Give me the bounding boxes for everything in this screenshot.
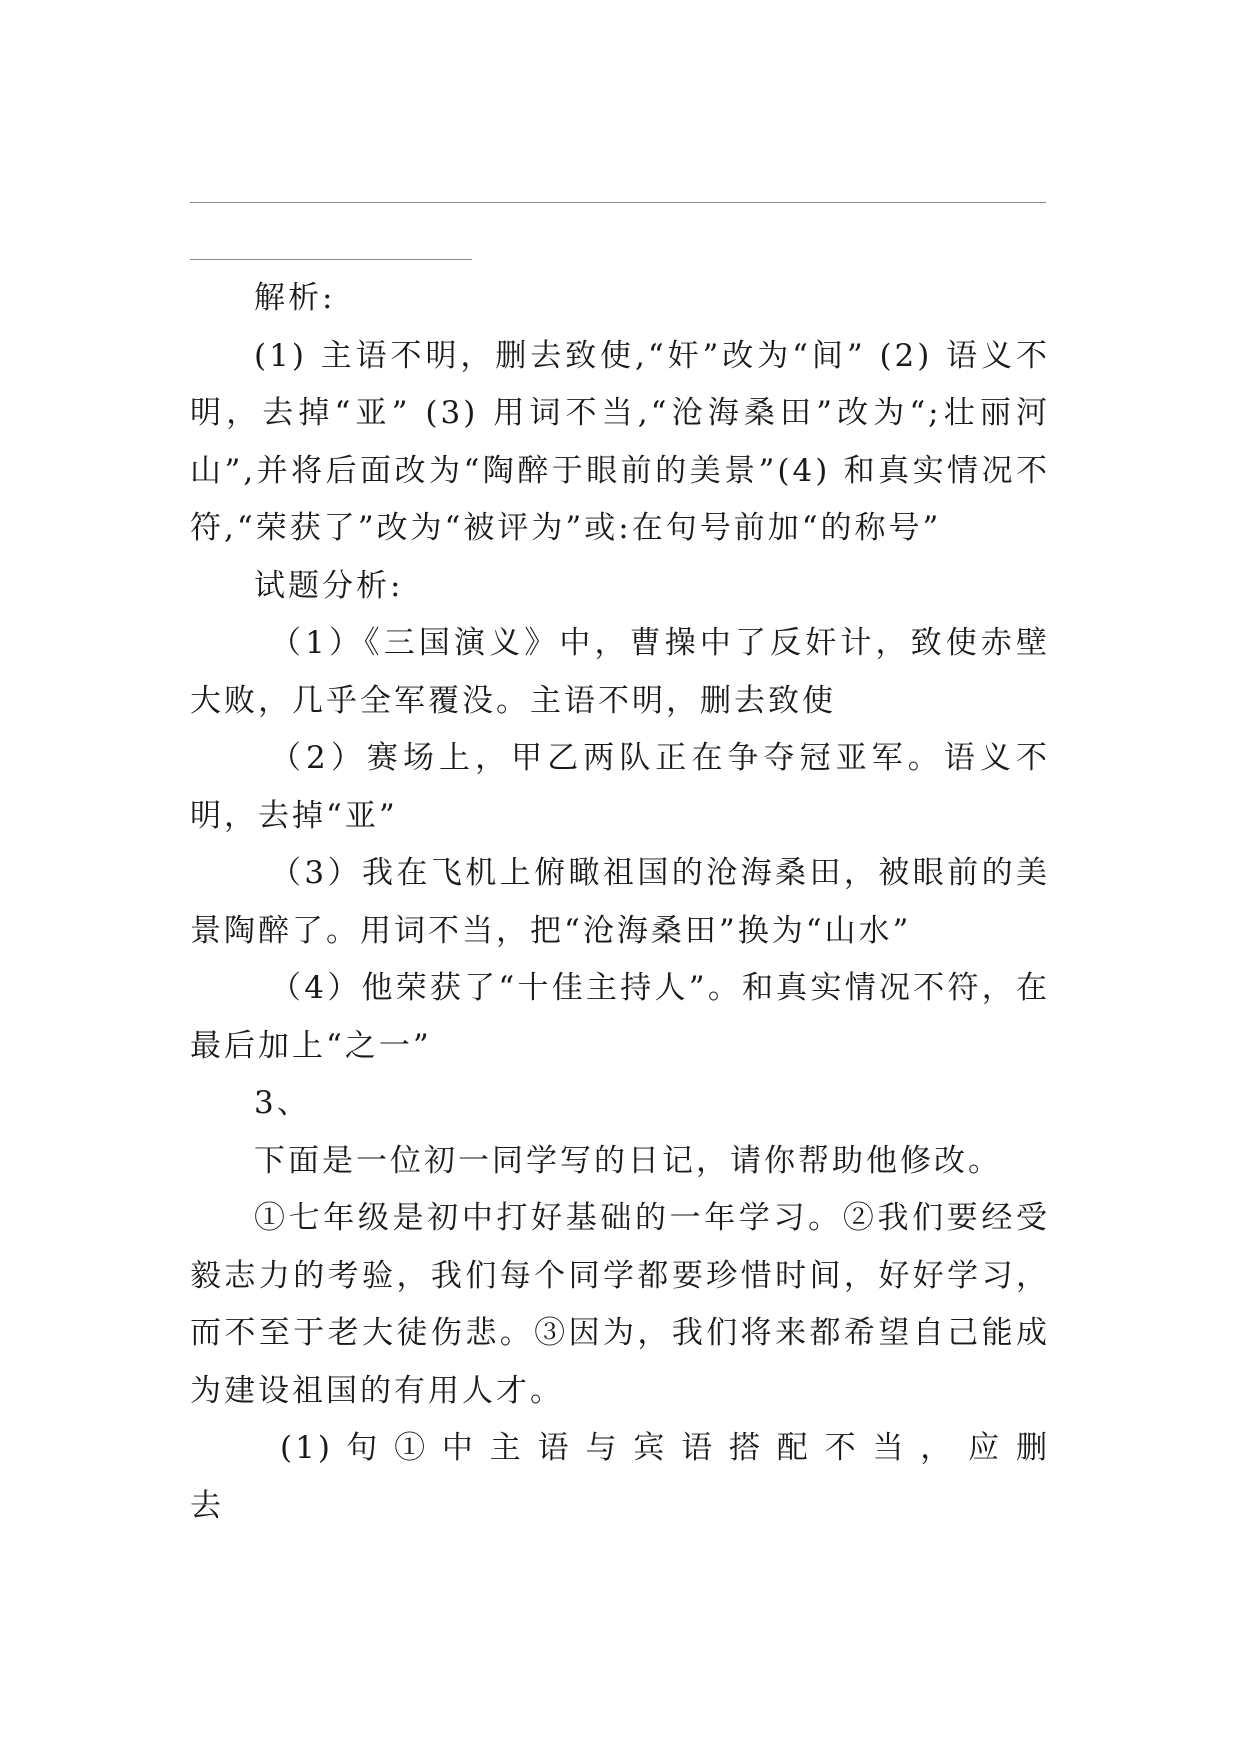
- blank-answer-line: [190, 202, 1046, 203]
- analysis-item-4: （4）他荣获了“十佳主持人”。和真实情况不符，在最后加上“之一”: [190, 970, 1050, 1064]
- document-body: [190, 270, 1050, 1535]
- analysis-heading: 解析:: [254, 280, 336, 316]
- question-prompt: 下面是一位初一同学写的日记，请你帮助他修改。: [254, 1142, 1002, 1179]
- sub-question-1: (1) 句 ① 中 主 语 与 宾 语 搭 配 不 当 ， 应 删 去: [190, 1430, 1050, 1524]
- analysis-item-1: （1）《三国演义》中，曹操中了反奸计，致使赤壁大败，几乎全军覆没。主语不明，删去致使: [190, 625, 1050, 719]
- diary-paragraph: ①七年级是初中打好基础的一年学习。②我们要经受毅志力的考验，我们每个同学都要珍惜时间，好好学习，而不至于老大徒伤悲。③因为，我们将来都希望自己能成为建设祖国的有用人才。: [190, 1200, 1050, 1409]
- analysis-item-2: （2）赛场上，甲乙两队正在争夺冠亚军。语义不明，去掉“亚”: [190, 740, 1050, 834]
- question-analysis-heading: 试题分析:: [254, 567, 404, 604]
- blank-answer-line-short: [190, 259, 472, 260]
- question-number: 3、: [254, 1085, 311, 1121]
- analysis-item-3: （3）我在飞机上俯瞰祖国的沧海桑田，被眼前的美景陶醉了。用词不当，把“沧海桑田”换为“山水”: [190, 855, 1050, 949]
- analysis-paragraph: (1) 主语不明，删去致使,“奸”改为“间” (2) 语义不明，去掉“亚” (3) 用词不当,“沧海桑田”改为“;壮丽河山”,并将后面改为“陶醉于眼前的美景”(4) 和真实情况不符,“荣获了”改为“被评为”或:在句号前加“的称号”: [190, 337, 1050, 546]
